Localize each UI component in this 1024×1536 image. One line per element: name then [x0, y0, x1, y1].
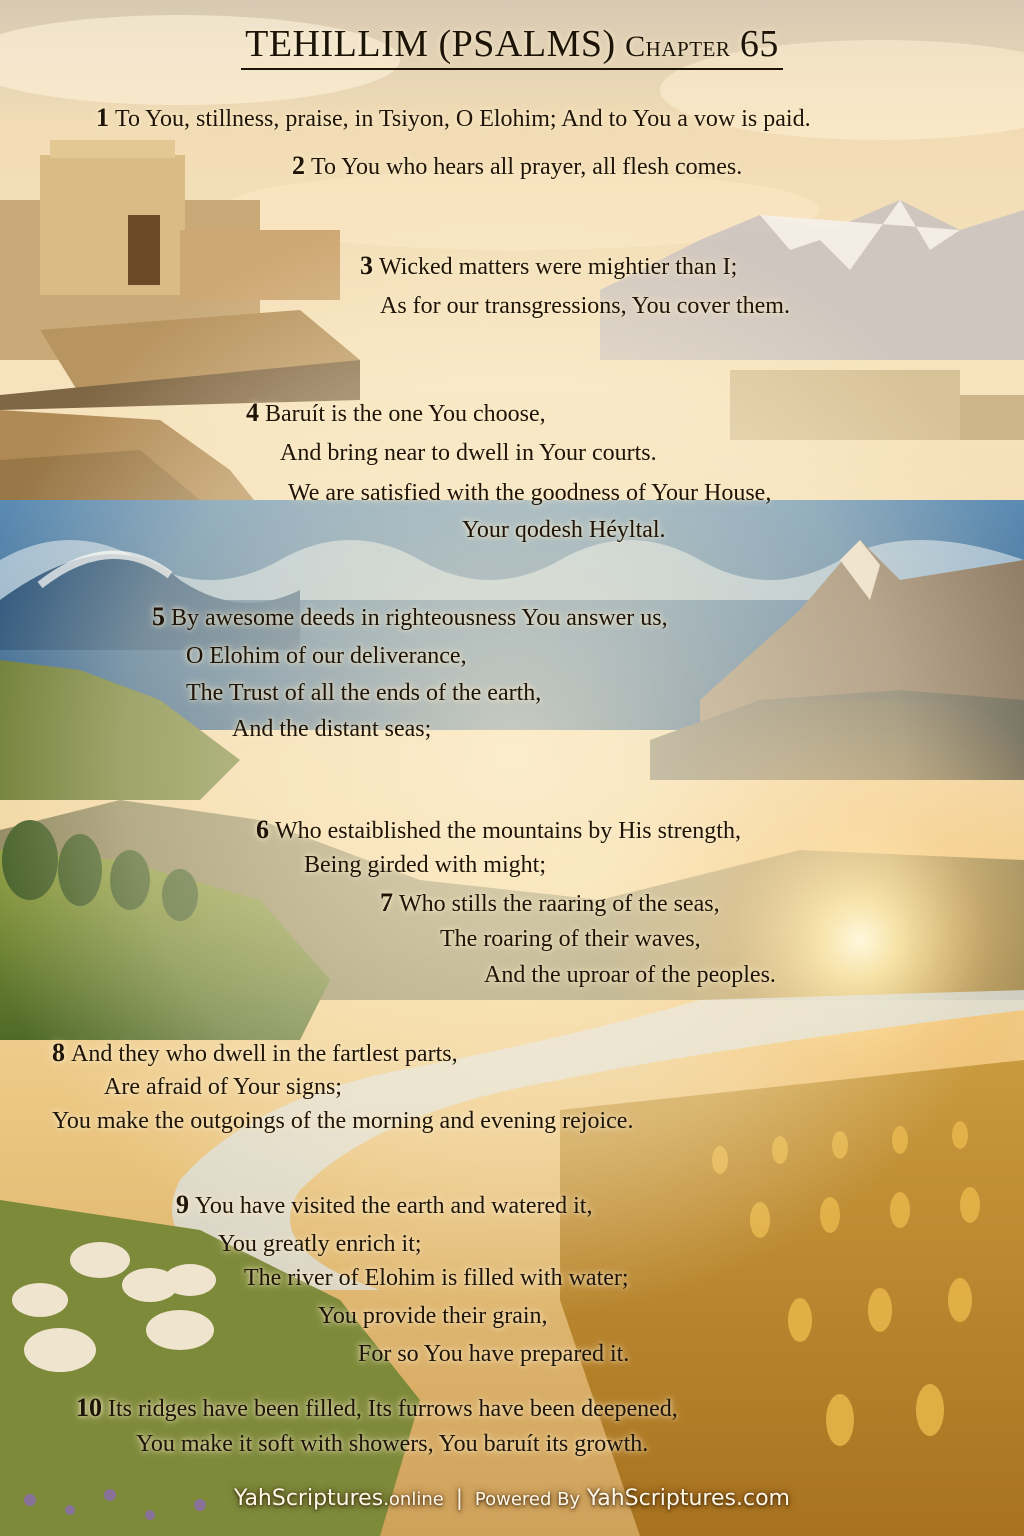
verse-6-line-1: 6 Who estaiblished the mountains by His strength,: [256, 815, 741, 844]
verse-5-line-4: And the distant seas;: [232, 716, 432, 742]
footer-site-name: YahScriptures: [234, 1486, 384, 1511]
title-main: TEHILLIM (PSALMS): [245, 23, 616, 65]
verse-1-line-1: 1 To You, stillness, praise, in Tsiyon, O Elohim; And to You a vow is paid.: [96, 103, 811, 132]
verse-4-line-4: Your qodesh Héyltal.: [462, 517, 666, 543]
verse-8-line-1: 8 And they who dwell in the fartlest parts,: [52, 1038, 458, 1067]
verse-7-line-1: 7 Who stills the raaring of the seas,: [380, 888, 720, 917]
verse-number: 7: [380, 888, 393, 917]
verse-10-line-2: You make it soft with showers, You baruít its growth.: [136, 1431, 649, 1457]
verse-5-line-3: The Trust of all the ends of the earth,: [186, 680, 542, 706]
verse-5-line-2: O Elohim of our deliverance,: [186, 643, 467, 669]
verse-number: 1: [96, 103, 109, 132]
verse-2-line-1: 2 To You who hears all prayer, all flesh comes.: [292, 151, 743, 180]
title-chapter-number: 65: [739, 23, 779, 65]
footer-separator: |: [455, 1486, 463, 1510]
verse-10-line-1: 10 Its ridges have been filled, Its furrows have been deepened,: [76, 1393, 678, 1422]
verse-number: 3: [360, 251, 373, 280]
verse-9-line-2: You greatly enrich it;: [218, 1231, 422, 1257]
verse-number: 6: [256, 815, 269, 844]
verse-number: 5: [152, 602, 165, 631]
verse-number: 10: [76, 1393, 102, 1422]
verse-5-line-1: 5 By awesome deeds in righteousness You answer us,: [152, 602, 668, 631]
verse-6-line-2: Being girded with might;: [304, 852, 546, 878]
verse-7-line-3: And the uproar of the peoples.: [484, 962, 776, 988]
verse-7-line-2: The roaring of their waves,: [440, 926, 701, 952]
verse-9-line-4: You provide their grain,: [318, 1303, 548, 1329]
verse-8-line-2: Are afraid of Your signs;: [104, 1074, 342, 1100]
footer-site-tld: .online: [383, 1489, 444, 1510]
verse-number: 9: [176, 1190, 189, 1219]
verse-9-line-3: The river of Elohim is filled with water;: [244, 1265, 629, 1291]
footer-credit: [0, 1486, 1024, 1511]
verse-9-line-1: 9 You have visited the earth and watered it,: [176, 1190, 593, 1219]
verse-number: 4: [246, 398, 259, 427]
verse-number: 2: [292, 151, 305, 180]
verse-4-line-2: And bring near to dwell in Your courts.: [280, 440, 657, 466]
page-title: [0, 22, 1024, 70]
verse-9-line-5: For so You have prepared it.: [358, 1341, 630, 1367]
footer-powered-by: Powered By: [474, 1489, 581, 1510]
verse-4-line-1: 4 Baruít is the one You choose,: [246, 398, 546, 427]
footer-powered-site: YahScriptures.com: [586, 1486, 790, 1511]
verse-number: 8: [52, 1038, 65, 1067]
verse-8-line-3: You make the outgoings of the morning and evening rejoice.: [52, 1108, 634, 1134]
verse-3-line-2: As for our transgressions, You cover them.: [380, 293, 790, 319]
title-chapter-word: Chapter: [625, 30, 731, 63]
verse-4-line-3: We are satisfied with the goodness of Your House,: [288, 480, 772, 506]
verse-3-line-1: 3 Wicked matters were mightier than I;: [360, 251, 738, 280]
